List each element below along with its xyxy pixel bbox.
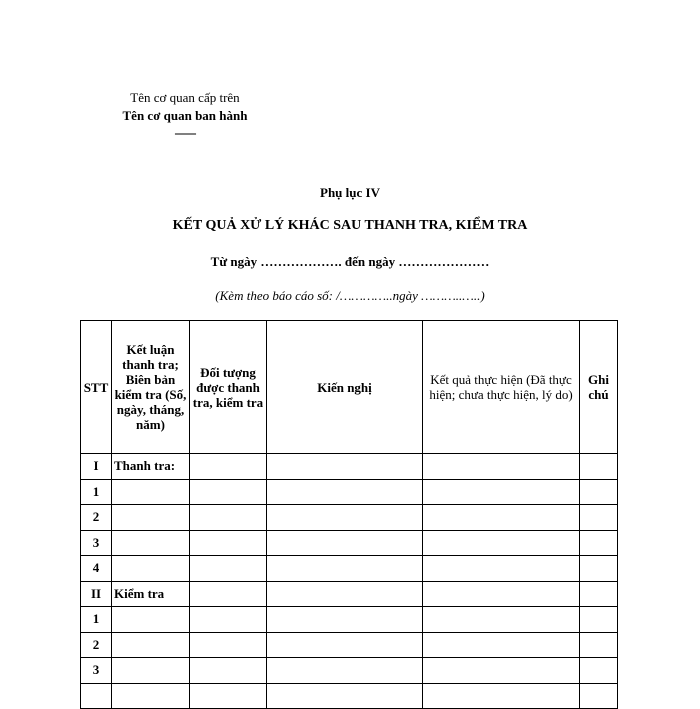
row-stt: 2 <box>81 632 112 658</box>
row-stt: 3 <box>81 530 112 556</box>
row-subject-cell <box>190 607 267 633</box>
row-recommendation-cell <box>267 530 423 556</box>
row-conclusion-cell <box>112 530 190 556</box>
table-row <box>81 632 618 658</box>
row-notes-cell <box>580 607 618 633</box>
table-row <box>81 454 618 480</box>
parent-agency-name: Tên cơ quan cấp trên <box>130 90 240 105</box>
header-recommendation: Kiến nghị <box>267 321 423 454</box>
row-notes-cell <box>580 556 618 582</box>
row-recommendation-cell <box>267 658 423 684</box>
row-result-cell <box>423 632 580 658</box>
row-recommendation-cell <box>267 632 423 658</box>
issuing-agency-name: Tên cơ quan ban hành <box>122 108 248 123</box>
row-subject-cell <box>190 581 267 607</box>
row-result-cell <box>423 607 580 633</box>
header-stt: STT <box>81 321 112 454</box>
row-notes-cell <box>580 454 618 480</box>
row-stt: 2 <box>81 505 112 531</box>
table-row <box>81 581 618 607</box>
row-conclusion-cell <box>112 479 190 505</box>
row-result-cell <box>423 683 580 709</box>
row-recommendation-cell <box>267 556 423 582</box>
table-row <box>81 556 618 582</box>
table-row <box>81 658 618 684</box>
row-conclusion-cell <box>112 632 190 658</box>
row-result-cell <box>423 479 580 505</box>
row-conclusion-cell <box>112 607 190 633</box>
row-result-cell <box>423 530 580 556</box>
row-conclusion-cell <box>112 658 190 684</box>
row-recommendation-cell <box>267 454 423 480</box>
table-row <box>81 607 618 633</box>
row-result-cell <box>423 505 580 531</box>
row-stt: II <box>81 581 112 607</box>
row-notes-cell <box>580 683 618 709</box>
row-result-cell <box>423 454 580 480</box>
row-conclusion-cell <box>112 556 190 582</box>
row-notes-cell <box>580 530 618 556</box>
row-subject-cell <box>190 505 267 531</box>
row-notes-cell <box>580 479 618 505</box>
row-subject-cell <box>190 632 267 658</box>
row-stt: 4 <box>81 556 112 582</box>
row-recommendation-cell <box>267 479 423 505</box>
row-subject-cell <box>190 683 267 709</box>
table-header-row <box>81 321 618 454</box>
row-subject-cell <box>190 454 267 480</box>
row-conclusion-cell: Thanh tra: <box>112 454 190 480</box>
header-implementation-result: Kết quả thực hiện (Đã thực hiện; chưa thực hiện, lý do) <box>423 321 580 454</box>
row-subject-cell <box>190 479 267 505</box>
row-subject-cell <box>190 658 267 684</box>
attachment-note: (Kèm theo báo cáo số: /…………..ngày ………..…..) <box>215 288 485 303</box>
header-conclusion: Kết luận thanh tra; Biên bản kiểm tra (Số, ngày, tháng, năm) <box>112 321 190 454</box>
header-separator: ------- <box>174 126 196 140</box>
row-stt <box>81 683 112 709</box>
row-conclusion-cell <box>112 505 190 531</box>
row-subject-cell <box>190 556 267 582</box>
row-notes-cell <box>580 505 618 531</box>
row-subject-cell <box>190 530 267 556</box>
table-row <box>81 505 618 531</box>
row-result-cell <box>423 581 580 607</box>
row-stt: 3 <box>81 658 112 684</box>
row-result-cell <box>423 658 580 684</box>
table-row <box>81 530 618 556</box>
row-result-cell <box>423 556 580 582</box>
row-recommendation-cell <box>267 683 423 709</box>
row-notes-cell <box>580 581 618 607</box>
row-notes-cell <box>580 658 618 684</box>
results-table <box>80 320 618 709</box>
header-inspected-subject: Đối tượng được thanh tra, kiểm tra <box>190 321 267 454</box>
appendix-label: Phụ lục IV <box>320 185 380 200</box>
row-recommendation-cell <box>267 505 423 531</box>
row-notes-cell <box>580 632 618 658</box>
row-conclusion-cell <box>112 683 190 709</box>
document-title: KẾT QUẢ XỬ LÝ KHÁC SAU THANH TRA, KIỂM TRA <box>172 218 528 233</box>
row-stt: 1 <box>81 607 112 633</box>
row-recommendation-cell <box>267 581 423 607</box>
table-row <box>81 683 618 709</box>
header-notes: Ghi chú <box>580 321 618 454</box>
table-row <box>81 479 618 505</box>
row-recommendation-cell <box>267 607 423 633</box>
row-stt: 1 <box>81 479 112 505</box>
row-stt: I <box>81 454 112 480</box>
reporting-period: Từ ngày ………………. đến ngày ………………… <box>210 254 490 269</box>
row-conclusion-cell: Kiểm tra <box>112 581 190 607</box>
